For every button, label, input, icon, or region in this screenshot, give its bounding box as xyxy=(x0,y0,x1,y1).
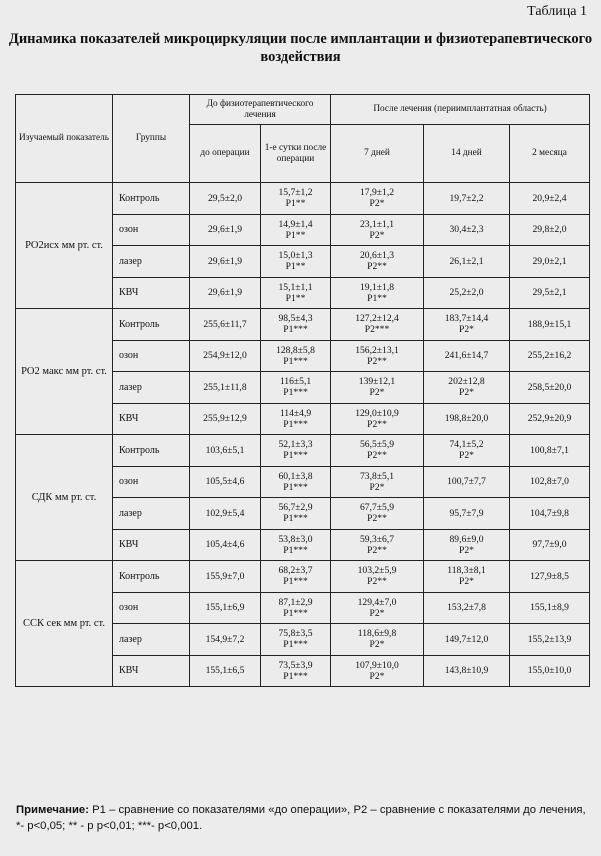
value-cell xyxy=(190,340,261,372)
value-text: 127,9±8,5 xyxy=(530,570,569,582)
significance-text: P2* xyxy=(369,639,385,651)
value-text: 14,9±1,4 xyxy=(278,218,313,230)
group-cell: КВЧ xyxy=(113,655,190,687)
value-text: 29,0±2,1 xyxy=(532,255,567,267)
group-cell: Контроль xyxy=(113,435,190,467)
value-text: 25,2±2,0 xyxy=(449,287,484,299)
group-cell: лазер xyxy=(113,372,190,404)
table-label: Таблица 1 xyxy=(527,4,587,19)
value-text: 67,7±5,9 xyxy=(359,502,395,514)
value-cell xyxy=(261,655,331,687)
value-cell xyxy=(424,592,510,624)
value-text: 156,2±13,1 xyxy=(355,344,399,356)
value-cell xyxy=(510,435,590,467)
significance-text: P1*** xyxy=(283,324,308,336)
value-text: 15,1±1,1 xyxy=(278,281,313,293)
value-text: 155,1±6,5 xyxy=(205,665,245,677)
value-cell xyxy=(190,435,261,467)
note-label: Примечание: xyxy=(16,804,89,816)
value-text: 29,6±1,9 xyxy=(207,224,243,236)
value-cell xyxy=(424,309,510,341)
value-text: 60,1±3,8 xyxy=(278,470,313,482)
table-body xyxy=(16,183,590,687)
value-text: 103,2±5,9 xyxy=(357,565,397,577)
value-text: 89,6±9,0 xyxy=(449,533,484,545)
value-text: 53,8±3,0 xyxy=(278,533,313,545)
value-cell xyxy=(510,529,590,561)
value-cell xyxy=(331,624,424,656)
value-text: 56,5±5,9 xyxy=(359,439,395,451)
value-cell xyxy=(261,498,331,530)
significance-text: P2** xyxy=(367,418,387,430)
value-text: 97,7±9,0 xyxy=(532,539,567,551)
significance-text: P1** xyxy=(285,229,306,241)
header-2-months: 2 месяца xyxy=(510,125,590,183)
value-cell xyxy=(510,403,590,435)
significance-text: P1** xyxy=(285,198,306,210)
value-cell xyxy=(331,592,424,624)
value-text: 153,2±7,8 xyxy=(447,602,486,614)
significance-text: P2* xyxy=(459,576,474,588)
value-cell xyxy=(261,592,331,624)
significance-text: P2** xyxy=(367,576,387,588)
value-cell xyxy=(190,529,261,561)
value-text: 17,9±1,2 xyxy=(359,187,395,199)
significance-text: P1*** xyxy=(283,607,308,619)
significance-text: P1*** xyxy=(283,639,308,651)
value-cell xyxy=(331,309,424,341)
significance-text: P1*** xyxy=(283,387,308,399)
value-cell xyxy=(331,529,424,561)
value-text: 254,9±12,0 xyxy=(203,350,247,362)
group-cell: лазер xyxy=(113,624,190,656)
group-cell: озон xyxy=(113,214,190,246)
value-text: 255,1±11,8 xyxy=(203,381,247,393)
significance-text: P2* xyxy=(459,544,474,556)
value-cell xyxy=(331,372,424,404)
value-text: 202±12,8 xyxy=(448,376,485,388)
value-cell xyxy=(424,403,510,435)
value-cell xyxy=(424,183,510,215)
group-cell: КВЧ xyxy=(113,529,190,561)
value-text: 29,6±1,9 xyxy=(207,255,243,267)
value-text: 15,7±1,2 xyxy=(278,187,313,199)
table-title: Динамика показателей микроциркуляции после имплантации и физиотерапевтического воздействия xyxy=(8,31,593,65)
value-cell xyxy=(331,561,424,593)
value-cell xyxy=(190,624,261,656)
significance-text: P1*** xyxy=(283,355,308,367)
group-cell: озон xyxy=(113,466,190,498)
significance-text: P2* xyxy=(459,450,474,462)
value-cell xyxy=(190,561,261,593)
significance-text: P1*** xyxy=(283,576,308,588)
value-cell xyxy=(261,435,331,467)
value-text: 19,7±2,2 xyxy=(449,192,484,204)
value-cell xyxy=(510,309,590,341)
value-text: 102,9±5,4 xyxy=(205,507,245,519)
value-cell xyxy=(261,183,331,215)
value-cell xyxy=(190,309,261,341)
value-cell xyxy=(261,403,331,435)
value-cell xyxy=(261,466,331,498)
value-text: 20,6±1,3 xyxy=(359,250,395,262)
value-cell xyxy=(510,340,590,372)
value-cell xyxy=(424,246,510,278)
value-text: 29,8±2,0 xyxy=(532,224,567,236)
value-cell xyxy=(261,309,331,341)
value-text: 59,3±6,7 xyxy=(359,533,395,545)
value-cell xyxy=(424,340,510,372)
group-cell: озон xyxy=(113,592,190,624)
value-cell xyxy=(331,498,424,530)
value-cell xyxy=(424,655,510,687)
header-param: Изучаемый показатель xyxy=(16,95,113,183)
header-day1: 1-е сутки после операции xyxy=(261,125,331,183)
value-cell xyxy=(424,372,510,404)
group-cell: КВЧ xyxy=(113,403,190,435)
value-cell xyxy=(424,277,510,309)
value-text: 252,9±20,9 xyxy=(527,413,572,425)
table-row xyxy=(16,435,590,467)
value-cell xyxy=(331,466,424,498)
value-text: 102,8±7,0 xyxy=(530,476,569,488)
value-text: 127,2±12,4 xyxy=(355,313,399,325)
significance-text: P2** xyxy=(367,450,387,462)
table-row xyxy=(16,183,590,215)
note-text: P1 – сравнение со показателями «до операции», P2 – сравнение с показателями до лечения, *- p<0,05; ** - p p<0,01; ***- p<0,001. xyxy=(16,804,586,832)
value-cell xyxy=(510,655,590,687)
group-cell: Контроль xyxy=(113,309,190,341)
header-14-days: 14 дней xyxy=(424,125,510,183)
value-cell xyxy=(331,246,424,278)
value-cell xyxy=(331,277,424,309)
value-text: 23,1±1,1 xyxy=(359,218,395,230)
value-text: 73,5±3,9 xyxy=(278,659,313,671)
value-cell xyxy=(424,214,510,246)
value-text: 98,5±4,3 xyxy=(278,313,313,325)
value-cell xyxy=(331,403,424,435)
significance-text: P2** xyxy=(367,261,387,273)
value-cell xyxy=(510,561,590,593)
value-cell xyxy=(261,340,331,372)
significance-text: P2** xyxy=(367,355,387,367)
value-text: 155,9±7,0 xyxy=(205,570,245,582)
value-text: 258,5±20,0 xyxy=(527,381,572,393)
value-cell xyxy=(424,624,510,656)
value-text: 107,9±10,0 xyxy=(355,659,399,671)
header-groups: Группы xyxy=(113,95,190,183)
header-after: После лечения (периимплантатная область) xyxy=(331,95,590,125)
value-text: 129,4±7,0 xyxy=(357,596,397,608)
significance-text: P1*** xyxy=(283,450,308,462)
value-cell xyxy=(190,277,261,309)
value-cell xyxy=(510,466,590,498)
value-text: 155,2±13,9 xyxy=(527,633,572,645)
value-text: 198,8±20,0 xyxy=(444,413,489,425)
value-text: 104,7±9,8 xyxy=(530,507,569,519)
value-cell xyxy=(261,529,331,561)
value-cell xyxy=(190,466,261,498)
value-cell xyxy=(510,592,590,624)
significance-text: P1*** xyxy=(283,670,308,682)
param-cell: PO2 макс мм рт. ст. xyxy=(16,309,113,435)
value-cell xyxy=(190,403,261,435)
value-cell xyxy=(424,498,510,530)
value-text: 52,1±3,3 xyxy=(278,439,313,451)
value-cell xyxy=(190,498,261,530)
significance-text: P1*** xyxy=(283,418,308,430)
value-cell xyxy=(424,529,510,561)
value-cell xyxy=(510,498,590,530)
significance-text: P2** xyxy=(367,513,387,525)
value-text: 155,1±6,9 xyxy=(205,602,245,614)
value-text: 26,1±2,1 xyxy=(449,255,484,267)
data-table xyxy=(15,94,590,687)
significance-text: P2* xyxy=(369,229,385,241)
significance-text: P2* xyxy=(369,387,385,399)
value-text: 183,7±14,4 xyxy=(444,313,489,325)
value-text: 105,5±4,6 xyxy=(205,476,245,488)
value-text: 154,9±7,2 xyxy=(205,633,245,645)
param-cell: ССК сек мм рт. ст. xyxy=(16,561,113,687)
value-text: 95,7±7,9 xyxy=(449,507,484,519)
significance-text: P1*** xyxy=(283,481,308,493)
value-cell xyxy=(510,183,590,215)
value-text: 155,0±10,0 xyxy=(527,665,572,677)
value-text: 68,2±3,7 xyxy=(278,565,313,577)
value-text: 30,4±2,3 xyxy=(449,224,484,236)
significance-text: P2*** xyxy=(364,324,390,336)
value-text: 255,2±16,2 xyxy=(527,350,572,362)
value-text: 143,8±10,9 xyxy=(444,665,489,677)
value-cell xyxy=(331,340,424,372)
value-text: 116±5,1 xyxy=(279,376,312,388)
value-cell xyxy=(261,246,331,278)
value-text: 73,8±5,1 xyxy=(359,470,395,482)
group-cell: лазер xyxy=(113,246,190,278)
significance-text: P2* xyxy=(369,481,385,493)
value-text: 255,9±12,9 xyxy=(203,413,247,425)
value-cell xyxy=(510,214,590,246)
value-cell xyxy=(510,246,590,278)
group-cell: Контроль xyxy=(113,183,190,215)
significance-text: P2* xyxy=(459,387,474,399)
significance-text: P2* xyxy=(369,670,385,682)
significance-text: P2* xyxy=(369,607,385,619)
significance-text: P2* xyxy=(459,324,474,336)
significance-text: P1*** xyxy=(283,513,308,525)
value-text: 128,8±5,8 xyxy=(276,344,315,356)
value-cell xyxy=(510,372,590,404)
header-row-1 xyxy=(16,95,590,125)
group-cell: лазер xyxy=(113,498,190,530)
value-cell xyxy=(190,372,261,404)
value-text: 87,1±2,9 xyxy=(278,596,313,608)
value-text: 241,6±14,7 xyxy=(444,350,489,362)
value-text: 74,1±5,2 xyxy=(449,439,484,451)
value-cell xyxy=(190,183,261,215)
value-text: 20,9±2,4 xyxy=(532,192,567,204)
value-cell xyxy=(190,246,261,278)
value-text: 29,5±2,1 xyxy=(532,287,567,299)
significance-text: P2** xyxy=(367,544,387,556)
value-text: 118,3±8,1 xyxy=(447,565,486,577)
value-text: 188,9±15,1 xyxy=(527,318,572,330)
value-cell xyxy=(261,624,331,656)
value-text: 103,6±5,1 xyxy=(205,444,245,456)
value-text: 29,5±2,0 xyxy=(207,192,243,204)
param-cell: СДК мм рт. ст. xyxy=(16,435,113,561)
value-cell xyxy=(190,214,261,246)
value-cell xyxy=(261,372,331,404)
table-row xyxy=(16,561,590,593)
value-cell xyxy=(261,214,331,246)
significance-text: P1** xyxy=(285,261,306,273)
header-before: До физиотерапевтического лечения xyxy=(190,95,331,125)
param-cell: PO2исх мм рт. ст. xyxy=(16,183,113,309)
value-text: 19,1±1,8 xyxy=(359,281,395,293)
table-row xyxy=(16,309,590,341)
value-text: 255,6±11,7 xyxy=(203,318,247,330)
significance-text: P2* xyxy=(369,198,385,210)
value-cell xyxy=(331,183,424,215)
header-before-op: до операции xyxy=(190,125,261,183)
value-cell xyxy=(424,435,510,467)
value-cell xyxy=(331,214,424,246)
value-text: 56,7±2,9 xyxy=(278,502,313,514)
value-text: 149,7±12,0 xyxy=(444,633,489,645)
value-text: 29,6±1,9 xyxy=(207,287,243,299)
value-cell xyxy=(261,277,331,309)
group-cell: Контроль xyxy=(113,561,190,593)
value-cell xyxy=(510,624,590,656)
value-cell xyxy=(424,561,510,593)
significance-text: P1*** xyxy=(283,544,308,556)
value-cell xyxy=(190,592,261,624)
value-cell xyxy=(331,435,424,467)
group-cell: озон xyxy=(113,340,190,372)
table-note xyxy=(16,802,586,834)
value-text: 75,8±3,5 xyxy=(278,628,313,640)
significance-text: P1** xyxy=(285,292,306,304)
group-cell: КВЧ xyxy=(113,277,190,309)
value-text: 100,7±7,7 xyxy=(447,476,486,488)
header-7-days: 7 дней xyxy=(331,125,424,183)
value-text: 118,6±9,8 xyxy=(357,628,397,640)
value-text: 129,0±10,9 xyxy=(355,407,399,419)
value-cell xyxy=(331,655,424,687)
value-text: 100,8±7,1 xyxy=(530,444,569,456)
value-cell xyxy=(190,655,261,687)
value-cell xyxy=(261,561,331,593)
value-cell xyxy=(510,277,590,309)
value-text: 15,0±1,3 xyxy=(278,250,313,262)
value-cell xyxy=(424,466,510,498)
value-text: 139±12,1 xyxy=(358,376,396,388)
value-text: 114±4,9 xyxy=(279,407,312,419)
significance-text: P1** xyxy=(367,292,387,304)
value-text: 155,1±8,9 xyxy=(530,602,569,614)
value-text: 105,4±4,6 xyxy=(205,539,245,551)
